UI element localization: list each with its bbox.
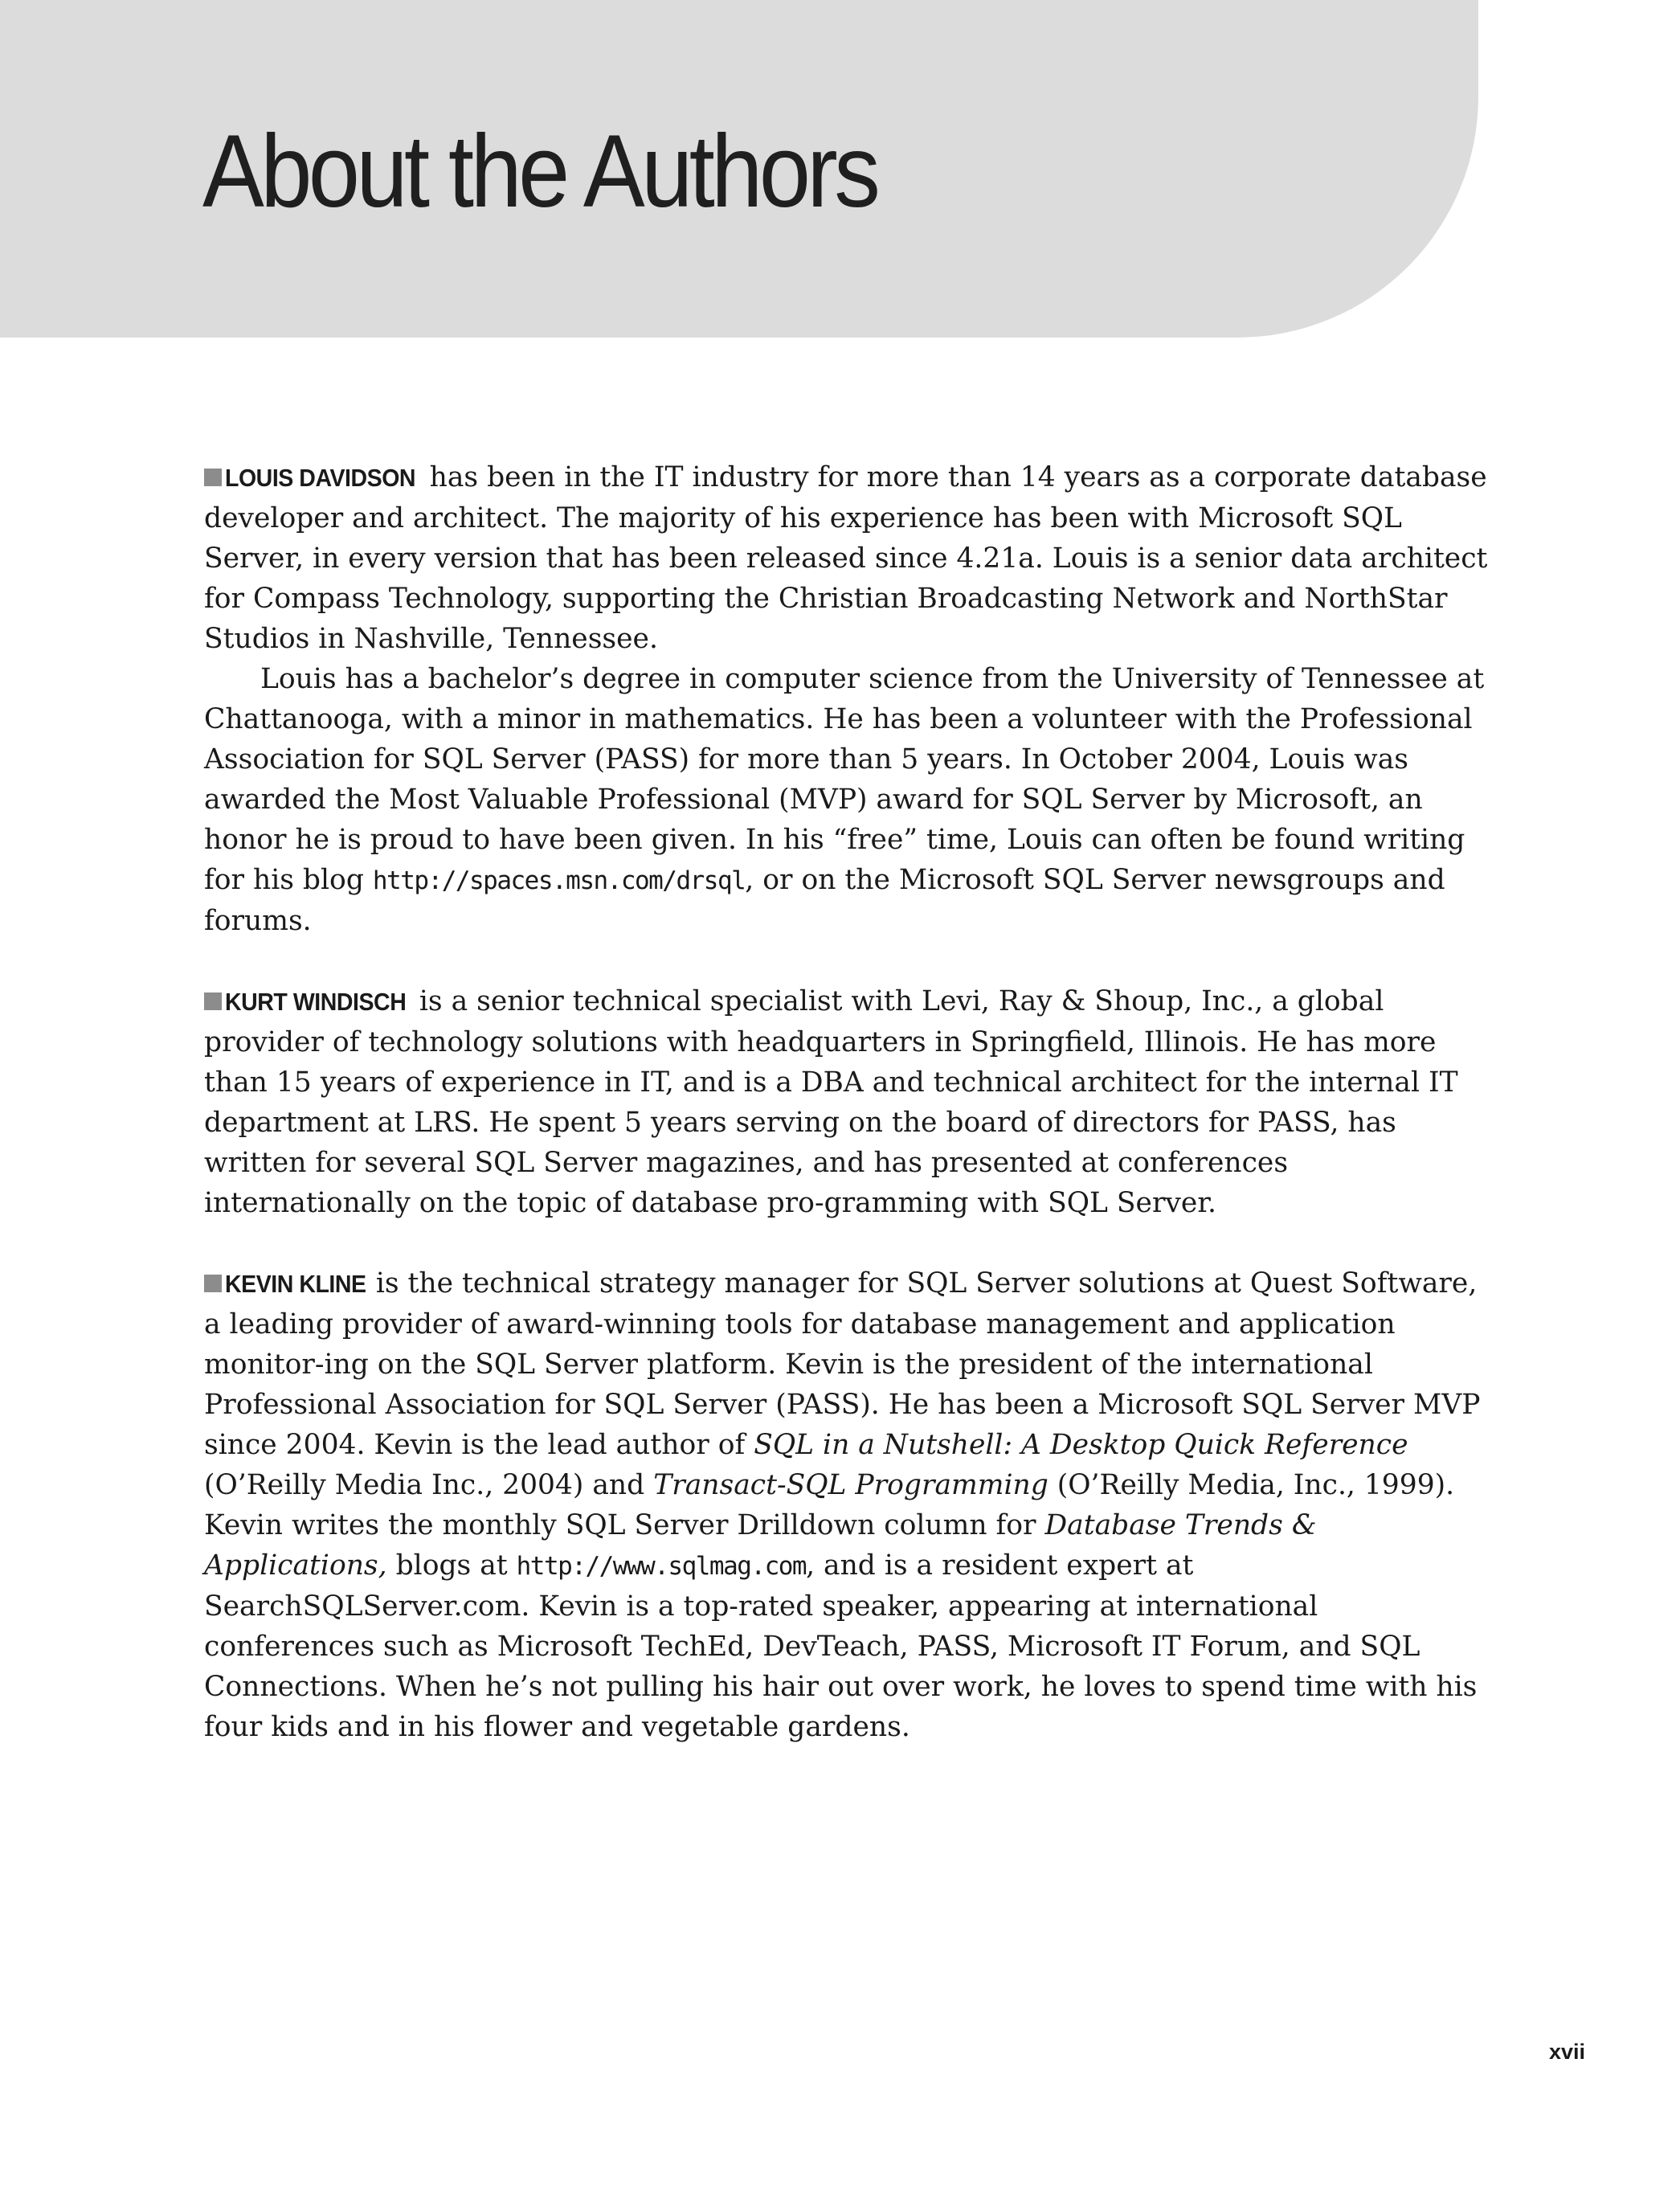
bio-text: , and is a resident expert at SearchSQLServer.com. Kevin is a top-rated speaker, appearing at international conferences such as Microsoft TechEd, DevTeach, PASS, Microsoft IT Forum, and SQL Connections. When he’s not pulling his hair out over work, he loves to spend time with his four kids and in his flower and vegetable gardens. xyxy=(204,1549,1478,1743)
author-name: KURT WINDISCH xyxy=(225,988,407,1016)
bio-paragraph xyxy=(204,659,1490,941)
author-name: KEVIN KLINE xyxy=(225,1270,366,1298)
bullet-square-icon xyxy=(204,469,222,486)
website-url: http://www.sqlmag.com xyxy=(516,1552,807,1581)
bio-text: blogs at xyxy=(386,1549,517,1582)
bio-text: (O’Reilly Media, Inc., 1999). Kevin writes the monthly SQL Server Drilldown column for xyxy=(204,1469,1455,1541)
bio-text: Louis has a bachelor’s degree in computer science from the University of Tennessee at Chattanooga, with a minor in mathematics. He has been a volunteer with the Professional Association for SQL Server (PASS) for more than 5 years. In October 2004, Louis was awarded the Most Valuable Professional (MVP) award for SQL Server by Microsoft, an honor he is proud to have been given. In his “free” time, Louis can often be found writing for his blog xyxy=(204,663,1485,896)
page-title: About the Authors xyxy=(202,114,877,229)
bio-text: , or on the Microsoft SQL Server newsgroups and forums. xyxy=(204,864,1445,937)
author-bio-louis-davidson xyxy=(204,457,1490,941)
book-title: SQL in a Nutshell: A Desktop Quick Reference xyxy=(754,1429,1408,1461)
bullet-square-icon xyxy=(204,993,222,1010)
bio-text: is the technical strategy manager for SQL Server solutions at Quest Software, a leading provider of award-winning tools for database management and application monitor-ing on the SQL Server platform. Kevin is the president of the international Professional Association for SQL Server (PASS). He has been a Microsoft SQL Server MVP since 2004. Kevin is the lead author of xyxy=(204,1267,1481,1461)
author-bio-kevin-kline xyxy=(204,1263,1490,1747)
page-number: xvii xyxy=(1549,2040,1586,2064)
bio-text: is a senior technical specialist with Levi, Ray & Shoup, Inc., a global provider of technology solutions with headquarters in Springfield, Illinois. He has more than 15 years of experience in IT, and is a DBA and technical architect for the internal IT department at LRS. He spent 5 years serving on the board of directors for PASS, has written for several SQL Server magazines, and has presented at conferences internationally on the topic of database pro-gramming with SQL Server. xyxy=(204,985,1458,1219)
book-title: Transact-SQL Programming xyxy=(653,1469,1048,1501)
main-content xyxy=(204,457,1490,1787)
bio-paragraph xyxy=(204,981,1490,1223)
magazine-title: Database Trends & Applications, xyxy=(204,1509,1317,1582)
bio-text: has been in the IT industry for more than 14 years as a corporate database developer and architect. The majority of his experience has been with Microsoft SQL Server, in every version that has been released since 4.21a. Louis is a senior data architect for Compass Technology, supporting the Christian Broadcasting Network and NorthStar Studios in Nashville, Tennessee. xyxy=(204,461,1488,655)
bio-text: (O’Reilly Media Inc., 2004) and xyxy=(204,1469,654,1501)
bio-paragraph xyxy=(204,457,1490,659)
author-name: LOUIS DAVIDSON xyxy=(225,464,416,492)
author-bio-kurt-windisch xyxy=(204,981,1490,1223)
bio-paragraph xyxy=(204,1263,1490,1747)
blog-url: http://spaces.msn.com/drsql xyxy=(372,866,746,895)
bullet-square-icon xyxy=(204,1275,222,1292)
